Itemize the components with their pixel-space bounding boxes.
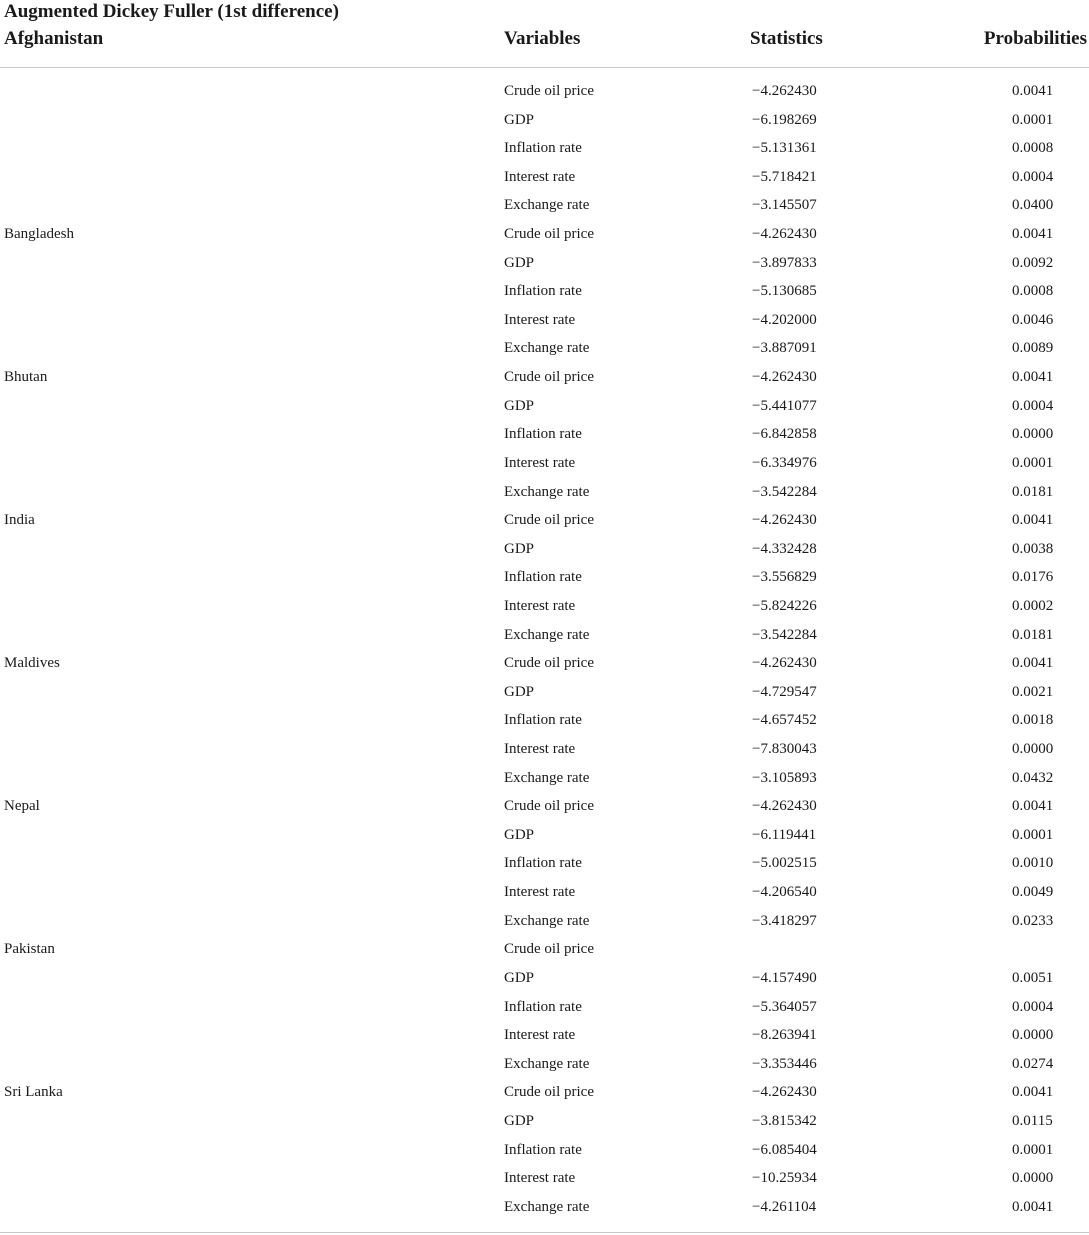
row-statistic: −5.364057 <box>752 998 817 1015</box>
row-variable: GDP <box>504 111 535 128</box>
row-variable: Exchange rate <box>504 197 590 214</box>
row-country: Nepal <box>4 798 40 815</box>
row-variable: Exchange rate <box>504 626 590 643</box>
row-variable: Inflation rate <box>504 283 582 300</box>
row-probability: 0.0041 <box>1012 83 1054 99</box>
row-statistic: −4.202000 <box>752 311 817 328</box>
table-row <box>0 449 1089 478</box>
row-variable: Interest rate <box>504 884 576 901</box>
row-probability: 0.0004 <box>1012 998 1054 1015</box>
row-country: Sri Lanka <box>4 1084 63 1101</box>
row-variable: Inflation rate <box>504 855 582 872</box>
row-variable: GDP <box>504 1112 535 1129</box>
row-variable: Interest rate <box>504 741 576 758</box>
row-probability: 0.0181 <box>1012 483 1054 500</box>
row-probability: 0.0001 <box>1012 111 1054 128</box>
row-statistic: −6.842858 <box>752 426 817 443</box>
table-row <box>0 935 1089 964</box>
row-variable: Exchange rate <box>504 1198 590 1215</box>
table-row <box>0 735 1089 764</box>
row-country: Bangladesh <box>4 226 74 243</box>
row-statistic: −3.145507 <box>752 197 817 214</box>
header-probabilities: Probabilities <box>983 28 1087 49</box>
table-row <box>0 878 1089 907</box>
table-row <box>0 764 1089 793</box>
row-variable: Interest rate <box>504 597 576 614</box>
row-variable: Inflation rate <box>504 140 582 157</box>
row-statistic: −4.262430 <box>752 226 817 243</box>
row-statistic: −4.262430 <box>752 512 817 529</box>
table-row <box>0 392 1089 421</box>
row-variable: GDP <box>504 540 535 557</box>
row-variable: Crude oil price <box>504 941 594 958</box>
table-row <box>0 649 1089 678</box>
row-probability: 0.0115 <box>1012 1112 1053 1129</box>
row-statistic: −3.815342 <box>752 1112 817 1129</box>
row-probability: 0.0038 <box>1012 540 1054 557</box>
row-probability: 0.0041 <box>1012 369 1054 386</box>
table-row <box>0 249 1089 278</box>
row-statistic: −5.824226 <box>752 597 817 614</box>
header-country: Afghanistan <box>4 28 104 49</box>
row-probability: 0.0046 <box>1012 311 1054 328</box>
row-probability: 0.0018 <box>1012 712 1054 729</box>
table-row <box>0 420 1089 449</box>
table-row <box>0 1136 1089 1165</box>
row-country: Pakistan <box>4 941 55 958</box>
table-bottom-divider <box>0 1232 1089 1233</box>
row-variable: Inflation rate <box>504 712 582 729</box>
row-variable: Inflation rate <box>504 426 582 443</box>
row-statistic: −3.887091 <box>752 340 817 357</box>
row-variable: Exchange rate <box>504 340 590 357</box>
row-variable: Inflation rate <box>504 998 582 1015</box>
row-variable: GDP <box>504 969 535 986</box>
row-statistic: −3.542284 <box>752 483 817 500</box>
row-statistic: −6.198269 <box>752 111 817 128</box>
table-row <box>0 134 1089 163</box>
row-variable: Crude oil price <box>504 655 594 672</box>
row-probability: 0.0041 <box>1012 226 1054 243</box>
row-statistic: −10.25934 <box>752 1170 817 1187</box>
row-country: India <box>4 512 35 529</box>
table-row <box>0 535 1089 564</box>
row-statistic: −5.002515 <box>752 855 817 872</box>
row-variable: Inflation rate <box>504 569 582 586</box>
row-variable: Crude oil price <box>504 83 594 99</box>
row-statistic: −4.729547 <box>752 683 817 700</box>
row-probability: 0.0000 <box>1012 741 1054 758</box>
table-title: Augmented Dickey Fuller (1st difference) <box>4 1 339 22</box>
row-statistic: −3.353446 <box>752 1055 817 1072</box>
row-probability: 0.0041 <box>1012 512 1054 529</box>
row-probability: 0.0001 <box>1012 1141 1054 1158</box>
row-variable: Crude oil price <box>504 369 594 386</box>
row-statistic: −6.085404 <box>752 1141 817 1158</box>
row-statistic: −4.261104 <box>752 1198 817 1215</box>
table-row <box>0 306 1089 335</box>
row-probability: 0.0000 <box>1012 1027 1054 1044</box>
row-variable: GDP <box>504 397 535 414</box>
row-statistic: −4.206540 <box>752 884 817 901</box>
table-row <box>0 792 1089 821</box>
table-row <box>0 277 1089 306</box>
table-row <box>0 1050 1089 1079</box>
row-variable: Crude oil price <box>504 798 594 815</box>
table-row <box>0 706 1089 735</box>
row-probability: 0.0041 <box>1012 798 1054 815</box>
row-probability: 0.0176 <box>1012 569 1054 586</box>
row-variable: Inflation rate <box>504 1141 582 1158</box>
row-statistic: −3.542284 <box>752 626 817 643</box>
row-probability: 0.0008 <box>1012 283 1054 300</box>
row-probability: 0.0400 <box>1012 197 1054 214</box>
table-row <box>0 1021 1089 1050</box>
row-probability: 0.0051 <box>1012 969 1054 986</box>
row-country: Bhutan <box>4 369 48 386</box>
row-probability: 0.0089 <box>1012 340 1054 357</box>
table-row <box>0 1164 1089 1193</box>
row-probability: 0.0001 <box>1012 454 1054 471</box>
table-row <box>0 478 1089 507</box>
row-probability: 0.0010 <box>1012 855 1054 872</box>
row-statistic: −4.332428 <box>752 540 817 557</box>
table-row <box>0 849 1089 878</box>
row-variable: Interest rate <box>504 1170 576 1187</box>
table-row <box>0 334 1089 363</box>
table-row <box>0 621 1089 650</box>
table-row <box>0 163 1089 192</box>
row-statistic: −4.262430 <box>752 83 817 99</box>
row-variable: Exchange rate <box>504 1055 590 1072</box>
row-probability: 0.0092 <box>1012 254 1054 271</box>
row-variable: Crude oil price <box>504 1084 594 1101</box>
table-row <box>0 1193 1089 1222</box>
table-row <box>0 1078 1089 1107</box>
table-row <box>0 106 1089 135</box>
table-row <box>0 964 1089 993</box>
row-probability: 0.0002 <box>1012 597 1054 614</box>
row-statistic: −3.418297 <box>752 912 817 929</box>
row-probability: 0.0432 <box>1012 769 1054 786</box>
table-row <box>0 1107 1089 1136</box>
row-variable: Exchange rate <box>504 769 590 786</box>
row-probability: 0.0041 <box>1012 1198 1054 1215</box>
row-statistic: −4.262430 <box>752 798 817 815</box>
row-statistic: −8.263941 <box>752 1027 817 1044</box>
table-row <box>0 363 1089 392</box>
row-variable: GDP <box>504 254 535 271</box>
row-probability: 0.0008 <box>1012 140 1054 157</box>
row-variable: Crude oil price <box>504 226 594 243</box>
row-statistic: −5.441077 <box>752 397 817 414</box>
header-statistics: Statistics <box>750 28 823 49</box>
table-row <box>0 592 1089 621</box>
table-row <box>0 821 1089 850</box>
row-probability: 0.0049 <box>1012 884 1054 901</box>
row-statistic: −4.262430 <box>752 655 817 672</box>
row-variable: Exchange rate <box>504 912 590 929</box>
row-statistic: −3.105893 <box>752 769 817 786</box>
row-probability: 0.0274 <box>1012 1055 1054 1072</box>
row-variable: Interest rate <box>504 1027 576 1044</box>
row-variable: GDP <box>504 826 535 843</box>
table-body <box>0 77 1089 1221</box>
row-statistic: −7.830043 <box>752 741 817 758</box>
row-variable: Interest rate <box>504 311 576 328</box>
row-probability: 0.0004 <box>1012 168 1054 185</box>
row-probability: 0.0181 <box>1012 626 1054 643</box>
row-probability: 0.0041 <box>1012 655 1054 672</box>
header-variables: Variables <box>504 28 581 49</box>
row-variable: GDP <box>504 683 535 700</box>
row-statistic: −4.657452 <box>752 712 817 729</box>
row-statistic: −4.262430 <box>752 1084 817 1101</box>
header-divider <box>0 67 1089 68</box>
table-row <box>0 191 1089 220</box>
table-row <box>0 678 1089 707</box>
row-statistic: −3.556829 <box>752 569 817 586</box>
table-row <box>0 993 1089 1022</box>
row-probability: 0.0041 <box>1012 1084 1054 1101</box>
row-probability: 0.0001 <box>1012 826 1054 843</box>
table-row <box>0 563 1089 592</box>
row-probability: 0.0004 <box>1012 397 1054 414</box>
row-probability: 0.0021 <box>1012 683 1054 700</box>
row-statistic: −6.334976 <box>752 454 817 471</box>
row-statistic: −5.718421 <box>752 168 817 185</box>
row-probability: 0.0000 <box>1012 426 1054 443</box>
row-variable: Exchange rate <box>504 483 590 500</box>
table-row <box>0 907 1089 936</box>
row-country: Maldives <box>4 655 60 672</box>
row-statistic: −4.262430 <box>752 369 817 386</box>
row-statistic: −5.130685 <box>752 283 817 300</box>
table-row <box>0 506 1089 535</box>
row-statistic: −5.131361 <box>752 140 817 157</box>
row-variable: Interest rate <box>504 168 576 185</box>
row-statistic: −6.119441 <box>752 826 817 843</box>
row-statistic: −3.897833 <box>752 254 817 271</box>
table-row <box>0 220 1089 249</box>
row-probability: 0.0000 <box>1012 1170 1054 1187</box>
table-row <box>0 77 1089 106</box>
row-statistic: −4.157490 <box>752 969 817 986</box>
row-variable: Crude oil price <box>504 512 594 529</box>
row-variable: Interest rate <box>504 454 576 471</box>
row-probability: 0.0233 <box>1012 912 1054 929</box>
